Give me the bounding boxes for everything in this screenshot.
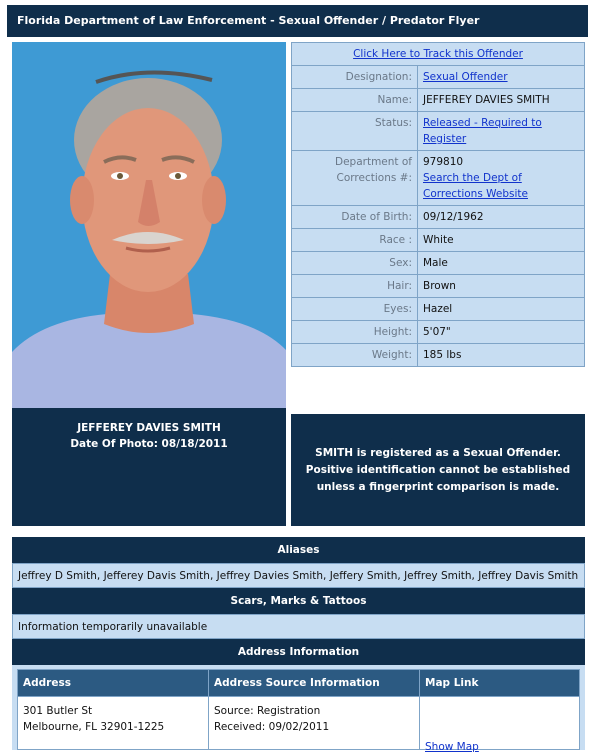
status-label: Status: [292,112,418,151]
source-cell [209,697,420,750]
designation-link[interactable]: Sexual Offender [423,71,508,83]
map-cell [420,697,580,753]
designation-row [292,66,585,89]
aliases-heading: Aliases [12,537,585,563]
height-row [292,321,585,344]
address-received: Received: 09/02/2011 [214,721,330,733]
address-source: Source: Registration [214,705,321,717]
doc-number: 979810 [423,156,464,168]
eyes-row [292,298,585,321]
source-col-header: Address Source Information [209,670,420,697]
doc-search-link[interactable]: Search the Dept of Corrections Website [423,172,528,200]
address-row [18,697,580,750]
weight-value: 185 lbs [418,344,585,367]
address-col-header: Address [18,670,209,697]
offender-details-table [291,42,585,367]
additional-info-section [12,537,585,753]
name-label: Name: [292,89,418,112]
weight-label: Weight: [292,344,418,367]
photo-date: Date Of Photo: 08/18/2011 [70,438,228,450]
identification-notice [291,414,585,526]
hair-value: Brown [418,275,585,298]
scars-text: Information temporarily unavailable [12,614,585,639]
track-row [292,43,585,66]
dob-value: 09/12/1962 [418,206,585,229]
doc-row [292,151,585,206]
height-value: 5'07" [418,321,585,344]
sex-row [292,252,585,275]
fingerprint-disclaimer: Positive identification cannot be established unless a fingerprint comparison is made. [305,463,571,493]
track-offender-link[interactable]: Click Here to Track this Offender [353,48,523,60]
aliases-text: Jeffrey D Smith, Jefferey Davis Smith, Jeffrey Davies Smith, Jeffery Smith, Jeffrey Smith, Jeffrey Davis Smith [12,563,585,588]
address-header-row [18,670,580,697]
hair-label: Hair: [292,275,418,298]
offender-name-caption: JEFFEREY DAVIES SMITH [77,422,221,434]
height-label: Height: [292,321,418,344]
address-cell [18,697,209,750]
city-state-zip: Melbourne, FL 32901-1225 [23,721,165,733]
eyes-label: Eyes: [292,298,418,321]
scars-heading: Scars, Marks & Tattoos [12,588,585,614]
race-value: White [418,229,585,252]
dob-row [292,206,585,229]
race-row [292,229,585,252]
address-table-wrap [12,665,585,753]
street-address: 301 Butler St [23,705,93,717]
photo-caption [12,408,286,526]
registration-notice: SMITH is registered as a Sexual Offender. [315,446,561,459]
status-link[interactable]: Released - Required to Register [423,117,542,145]
eyes-value: Hazel [418,298,585,321]
designation-label: Designation: [292,66,418,89]
address-heading: Address Information [12,639,585,665]
dob-label: Date of Birth: [292,206,418,229]
status-row [292,112,585,151]
hair-row [292,275,585,298]
map-col-header: Map Link [420,670,580,697]
weight-row [292,344,585,367]
name-value: JEFFEREY DAVIES SMITH [418,89,585,112]
show-map-link[interactable]: Show Map [425,741,479,753]
name-row [292,89,585,112]
sex-value: Male [418,252,585,275]
offender-photo-image [12,42,286,408]
page-header [7,5,588,37]
offender-photo [12,42,286,408]
race-label: Race : [292,229,418,252]
page-title: Florida Department of Law Enforcement - Sexual Offender / Predator Flyer [17,14,480,27]
sex-label: Sex: [292,252,418,275]
doc-label: Department of Corrections #: [292,151,418,206]
